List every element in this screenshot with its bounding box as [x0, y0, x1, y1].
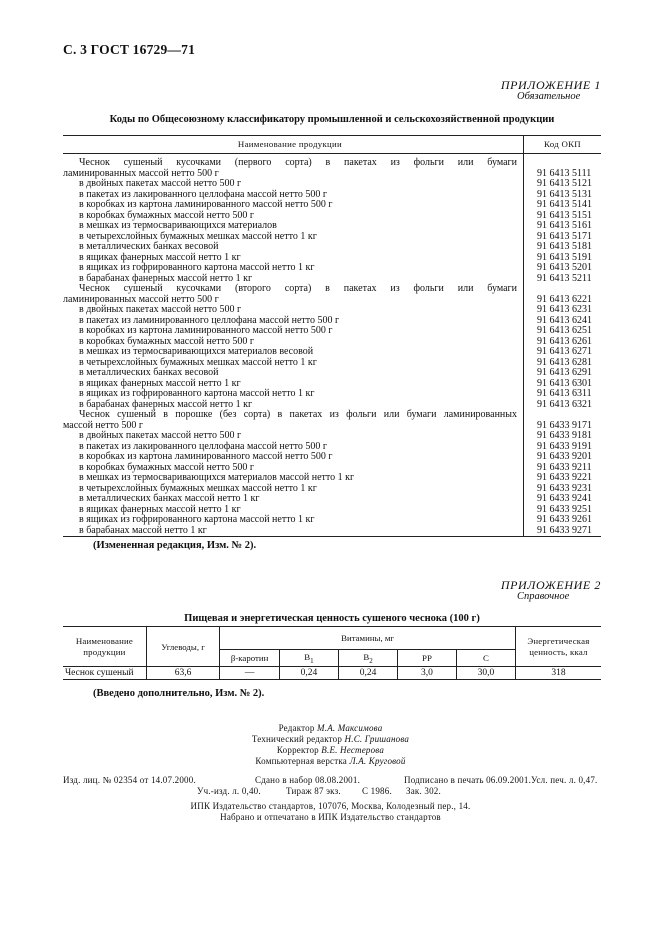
col-header-name: Наименование продукции: [237, 139, 343, 150]
product-name-cell: в металлических банках массой нетто 1 кг: [79, 493, 260, 504]
okp-code-cell: 91 6433 9201: [524, 452, 602, 463]
okp-code-cell: 91 6413 6311: [524, 389, 602, 400]
col-header-energy: Энергетическая ценность, ккал: [515, 627, 601, 667]
table-row: [63, 368, 601, 379]
product-name-cell: в ящиках из гофрированного картона массой нетто 1 кг: [79, 514, 315, 525]
product-name-cell: Чеснок сушеный кусочками (первого сорта) в пакетах из фольги или бумаги: [79, 157, 517, 168]
table-row: [63, 494, 601, 505]
col-header-b2: $B_2$: [339, 650, 398, 667]
product-name-cell: в коробках из картона ламинированного массой нетто 500 г: [79, 451, 333, 462]
okp-code-cell: 91 6413 6271: [524, 347, 602, 358]
okp-code-cell: 91 6413 5111: [524, 169, 602, 180]
product-name-cell: в барабанах массой нетто 1 кг: [63, 526, 524, 537]
okp-code-cell: [524, 284, 602, 295]
table-header-row: [63, 136, 601, 154]
col-header-product: Наименование продукции: [63, 627, 146, 667]
appendix1-table-title: Коды по Общесоюзному классификатору промышленной и сельскохозяйственной продукции: [109, 114, 555, 125]
okp-code-cell: 91 6433 9231: [524, 484, 602, 495]
okp-code-cell: 91 6433 9261: [524, 515, 602, 526]
cell-beta-carotene: —: [220, 667, 280, 680]
okp-codes-table: [63, 135, 601, 537]
publisher-info: [0, 801, 661, 823]
layout-line: Компьютерная верстка Л.А. Круговой: [255, 756, 406, 766]
product-name-cell: в пакетах из лакированного целлофана массой нетто 500 г: [79, 188, 327, 200]
table-row: [63, 410, 601, 421]
table-row: [63, 326, 601, 337]
okp-codes-body: [63, 158, 601, 537]
col-header-carbs: Углеводы, г: [146, 627, 219, 667]
col-header-beta-carotene: β-каротин: [220, 650, 280, 667]
okp-code-cell: 91 6433 9181: [524, 431, 602, 442]
table-row: [63, 242, 601, 253]
product-name-cell: в ящиках из гофрированного картона массой нетто 1 кг: [79, 262, 315, 273]
col-header-code: Код ОКП: [524, 136, 602, 154]
table-row: [63, 263, 601, 274]
product-name-cell: в барабанах фанерных массой нетто 1 кг: [79, 398, 253, 410]
table-row: [63, 179, 601, 190]
okp-code-cell: 91 6413 5121: [524, 179, 602, 190]
table-row: [63, 452, 601, 463]
cell-product: Чеснок сушеный: [63, 667, 146, 680]
circulation: Тираж 87 экз.: [286, 786, 341, 796]
sent-to-typeset: Сдано в набор 08.08.2001.: [255, 775, 361, 785]
cell-energy: 318: [515, 667, 601, 680]
appendix2-title: ПРИЛОЖЕНИЕ 2: [500, 578, 601, 592]
product-name-cell: в мешках из термосваривающихся материалов массой нетто 1 кг: [79, 472, 355, 483]
okp-code-cell: 91 6413 6241: [524, 316, 602, 327]
okp-code-cell: 91 6433 9211: [524, 463, 602, 474]
okp-code-cell: 91 6413 6281: [524, 358, 602, 369]
product-name-cell: в четырехслойных бумажных мешках массой нетто 1 кг: [79, 482, 317, 494]
product-name-cell: в коробках бумажных массой нетто 500 г: [79, 209, 254, 221]
product-name-cell: в ящиках фанерных массой нетто 1 кг: [79, 377, 241, 389]
cell-carbs: 63,6: [146, 667, 219, 680]
product-name-cell: в коробках бумажных массой нетто 500 г: [79, 335, 254, 347]
product-name-cell: в пакетах из лакированного целлофана массой нетто 500 г: [79, 440, 327, 452]
okp-code-cell: 91 6413 6291: [524, 368, 602, 379]
editor-line: Редактор М.А. Максимова: [278, 723, 383, 733]
table-row: [63, 389, 601, 400]
cell-pp: 3,0: [398, 667, 457, 680]
table-row: [63, 473, 601, 484]
product-name-cell: в коробках из картона ламинированного массой нетто 500 г: [79, 325, 333, 336]
nutrition-table: [63, 626, 601, 680]
okp-code-cell: 91 6433 9221: [524, 473, 602, 484]
publisher-address: ИПК Издательство стандартов, 107076, Москва, Колодезный пер., 14.: [190, 801, 471, 811]
okp-code-cell: 91 6413 6231: [524, 305, 602, 316]
okp-code-cell: 91 6413 5131: [524, 190, 602, 201]
okp-code-cell: 91 6413 5181: [524, 242, 602, 253]
product-name-cell: в двойных пакетах массой нетто 500 г: [79, 178, 242, 189]
product-name-cell: в ящиках фанерных массой нетто 1 кг: [79, 503, 241, 515]
okp-code-cell: 91 6413 5171: [524, 232, 602, 243]
pub-sheets: Уч.-изд. л. 0,40.: [197, 786, 261, 796]
product-name-cell: Чеснок сушеный в порошке (без сорта) в пакетах из фольги или бумаги ламинированных: [79, 409, 517, 420]
appendix1-note: (Измененная редакция, Изм. № 2).: [93, 540, 257, 551]
product-name-cell: в двойных пакетах массой нетто 500 г: [79, 430, 242, 441]
product-name-cell: в коробках из картона ламинированного массой нетто 500 г: [79, 199, 333, 210]
printer-line: Набрано и отпечатано в ИПК Издательство стандартов: [220, 812, 441, 822]
order-number: Зак. 302.: [406, 786, 441, 796]
okp-code-cell: 91 6433 9241: [524, 494, 602, 505]
signed-to-print: Подписано в печать 06.09.2001.: [404, 775, 532, 785]
table-row: [63, 667, 601, 680]
product-name-cell: в коробках бумажных массой нетто 500 г: [79, 461, 254, 473]
okp-code-cell: [524, 158, 602, 169]
product-name-cell: в мешках из термосваривающихся материалов весовой: [79, 346, 314, 357]
appendix2-table-title: Пищевая и энергетическая ценность сушеного чеснока (100 г): [184, 613, 480, 624]
okp-code-cell: 91 6413 5191: [524, 253, 602, 264]
table-row: [63, 158, 601, 169]
okp-code-cell: 91 6413 6221: [524, 295, 602, 306]
product-name-cell: в ящиках фанерных массой нетто 1 кг: [79, 251, 241, 263]
appendix1-status: Обязательное: [517, 91, 581, 102]
col-header-b1: $B_1$: [279, 650, 338, 667]
okp-code-cell: 91 6433 9271: [524, 526, 602, 537]
imprint-credits: [0, 723, 661, 767]
table-row: [63, 515, 601, 526]
okp-code-cell: 91 6413 5211: [524, 274, 602, 285]
table-row: [63, 526, 601, 537]
okp-code-cell: [524, 410, 602, 421]
okp-code-cell: 91 6433 9171: [524, 421, 602, 432]
appendix2-note: (Введено дополнительно, Изм. № 2).: [93, 688, 265, 699]
table-row: [63, 305, 601, 316]
okp-code-cell: 91 6413 5141: [524, 200, 602, 211]
okp-code-cell: 91 6413 6321: [524, 400, 602, 411]
product-name-cell: в металлических банках весовой: [79, 367, 219, 378]
table-row: [63, 221, 601, 232]
product-name-cell: в металлических банках весовой: [79, 241, 219, 252]
col-header-pp: PP: [398, 650, 457, 667]
product-name-cell: в двойных пакетах массой нетто 500 г: [79, 304, 242, 315]
product-name-cell: в четырехслойных бумажных мешках массой нетто 1 кг: [79, 230, 317, 242]
okp-code-cell: 91 6413 6251: [524, 326, 602, 337]
okp-code-cell: 91 6413 5161: [524, 221, 602, 232]
product-name-cell: в четырехслойных бумажных мешках массой нетто 1 кг: [79, 356, 317, 368]
okp-code-cell: 91 6413 6301: [524, 379, 602, 390]
product-name-cell: в ящиках из гофрированного картона массой нетто 1 кг: [79, 388, 315, 399]
product-name-cell: в пакетах из ламинированного целлофана массой нетто 500 г: [79, 314, 340, 326]
catalog-code: С 1986.: [362, 786, 392, 796]
okp-code-cell: 91 6413 5201: [524, 263, 602, 274]
table-row: [63, 284, 601, 295]
col-header-c: C: [456, 650, 515, 667]
product-name-cell: Чеснок сушеный кусочками (второго сорта) в пакетах из фольги или бумаги: [79, 283, 517, 294]
table-row: [63, 347, 601, 358]
product-name-cell: в мешках из термосваривающихся материалов: [79, 220, 277, 231]
license-text: Изд. лиц. № 02354 от 14.07.2000.: [63, 775, 196, 785]
product-name-cell: в барабанах фанерных массой нетто 1 кг: [79, 272, 253, 284]
table-row: [63, 200, 601, 211]
product-name-cell: ламинированных массой нетто 500 г: [63, 167, 219, 179]
table-row: [63, 431, 601, 442]
product-name-cell: ламинированных массой нетто 500 г: [63, 293, 219, 305]
product-name-cell: массой нетто 500 г: [63, 419, 143, 431]
cell-b2: 0,24: [339, 667, 398, 680]
tech-editor-line: Технический редактор Н.С. Гришанова: [251, 734, 410, 744]
print-sheets: Усл. печ. л. 0,47.: [531, 775, 598, 785]
appendix1-title: ПРИЛОЖЕНИЕ 1: [500, 78, 601, 92]
cell-b1: 0,24: [279, 667, 338, 680]
col-header-vitamins: Витамины, мг: [220, 627, 516, 650]
okp-code-cell: 91 6413 5151: [524, 211, 602, 222]
proofreader-line: Корректор В.Е. Нестерова: [276, 745, 385, 755]
page-header: С. 3 ГОСТ 16729—71: [63, 42, 196, 57]
okp-code-cell: 91 6433 9251: [524, 505, 602, 516]
okp-code-cell: 91 6413 6261: [524, 337, 602, 348]
appendix2-status: Справочное: [517, 591, 570, 602]
okp-code-cell: 91 6433 9191: [524, 442, 602, 453]
cell-c: 30,0: [456, 667, 515, 680]
